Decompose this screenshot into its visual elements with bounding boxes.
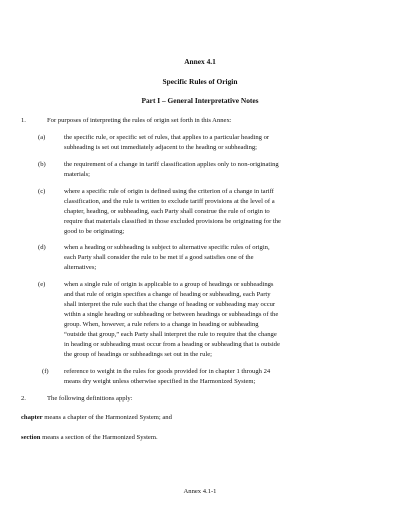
para1-lead: For purposes of interpreting the rules of origin set forth in this Annex: [47, 117, 232, 124]
definition-text: means a section of the Harmonized System. [40, 434, 158, 441]
item-a-line: the specific rule, or specific set of rules, that applies to a particular heading or [64, 134, 270, 141]
item-c-line: where a specific rule of origin is defined using the criterion of a change in tariff [64, 188, 274, 195]
item-e-line: the group of headings or subheadings set out in the rule; [64, 351, 212, 358]
definition-text: means a chapter of the Harmonized System; and [42, 414, 172, 421]
item-e-line: shall interpret the rule such that the change of heading or subheading may occur [64, 301, 276, 308]
item-d-line: each Party shall consider the rule to be met if a good satisfies one of the [64, 254, 254, 261]
item-f-line: reference to weight in the rules for goods provided for in chapter 1 through 24 [64, 368, 271, 375]
item-f-label: (f) [42, 368, 49, 375]
item-e-line: when a single rule of origin is applicable to a group of headings or subheadings [64, 281, 274, 288]
item-c-line: chapter, heading, or subheading, each Party shall construe the rule of origin to [64, 208, 270, 215]
item-b-line: materials; [64, 171, 90, 178]
item-d-label: (d) [38, 244, 46, 251]
item-e-line: and that rule of origin specifies a change of heading or subheading, each Party [64, 291, 271, 298]
item-b-line: the requirement of a change in tariff classification applies only to non-originating [64, 161, 279, 168]
item-c-line: good to be originating; [64, 228, 125, 235]
item-d-line: when a heading or subheading is subject to alternative specific rules of origin, [64, 244, 270, 251]
item-e-line: in heading or subheading must occur from a heading or subheading that is outside [64, 341, 280, 348]
definition-chapter [21, 413, 172, 423]
item-e-line: “outside that group,” each Party shall interpret the rule to require that the change [64, 331, 277, 338]
annex-number: Annex 4.1 [184, 57, 216, 66]
para2-lead: The following definitions apply: [47, 395, 133, 402]
definition-term: section [21, 434, 41, 441]
item-e-label: (e) [38, 281, 46, 288]
item-a-line: subheading is set out immediately adjacent to the heading or subheading; [64, 144, 258, 151]
page-footer: Annex 4.1-1 [183, 488, 217, 495]
item-d-line: alternatives; [64, 264, 97, 271]
definition-section [21, 433, 158, 443]
part-heading: Part I – General Interpretative Notes [141, 96, 259, 105]
item-e-line: group. When, however, a rule refers to a change in heading or subheading [64, 321, 259, 328]
item-c-line: classification, and the rule is written to exclude tariff provisions at the level of a [64, 198, 275, 205]
para2-number: 2. [21, 395, 26, 402]
annex-title: Specific Rules of Origin [162, 77, 238, 86]
item-c-label: (c) [38, 188, 46, 195]
item-a-label: (a) [38, 134, 46, 141]
item-e-line: within a single heading or subheading or between headings or subheadings of the [64, 311, 279, 318]
definition-term: chapter [21, 414, 43, 421]
para1-number: 1. [21, 117, 26, 124]
item-b-label: (b) [38, 161, 46, 168]
item-f-line: means dry weight unless otherwise specified in the Harmonized System; [64, 378, 256, 385]
item-c-line: require that materials classified in those excluded provisions be originating for the [64, 218, 281, 225]
